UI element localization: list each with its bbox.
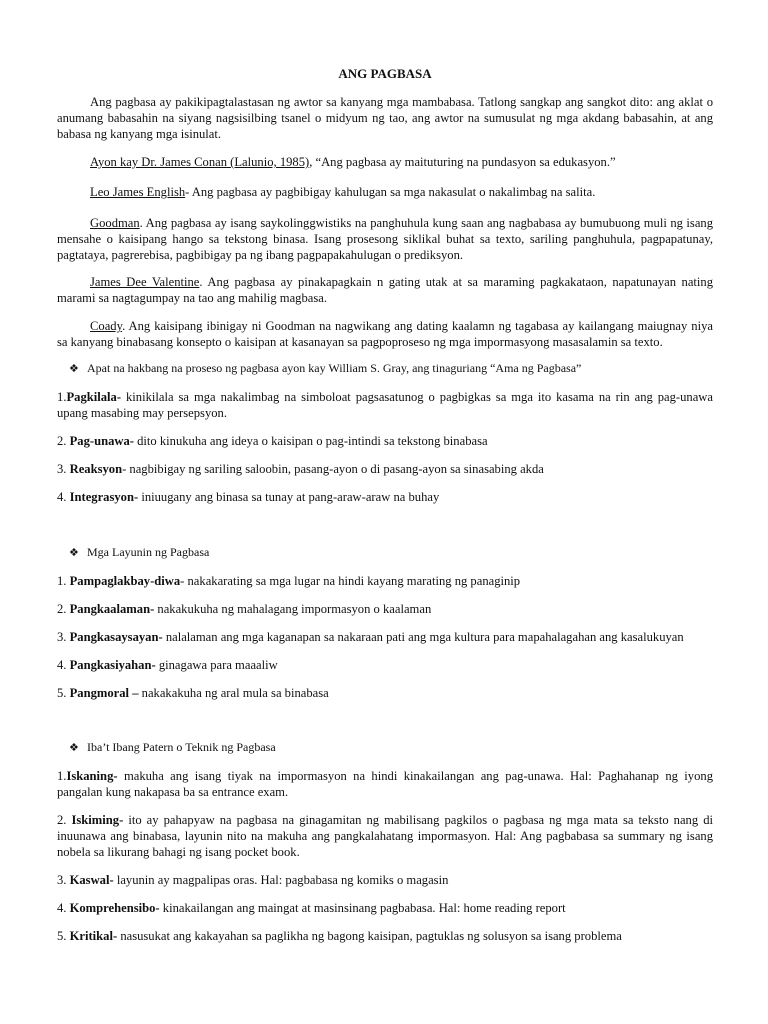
list-item: 4. Integrasyon- iniuugany ang binasa sa tunay at pang-araw-araw na buhay	[57, 490, 440, 504]
section-heading-layunin: ❖ Mga Layunin ng Pagbasa	[69, 545, 210, 559]
definition-conan	[57, 154, 713, 170]
list-item: 4. Pangkasiyahan- ginagawa para maaaliw	[57, 658, 278, 672]
list-item: 5. Pangmoral – nakakakuha ng aral mula sa binabasa	[57, 686, 329, 700]
list-item: 4. Komprehensibo- kinakailangan ang maingat at masinsinang pagbabasa. Hal: home reading report	[57, 901, 566, 915]
list-item: 3. Pangkasaysayan- nalalaman ang mga kaganapan sa nakaraan pati ang mga kultura para mapahalagahan ang kasalukuyan	[57, 630, 684, 644]
list-item: 2. Pag-unawa- dito kinukuha ang ideya o kaisipan o pag-intindi sa tekstong binabasa	[57, 434, 488, 448]
list-item: 1.Pagkilala- kinikilala sa mga nakalimbag na simboloat pagsasatunog o pagbigkas sa mga ito kasama na rin ang pag-unawa upang masabing may persepsyon.	[57, 390, 713, 420]
section-heading-patern: ❖ Iba’t Ibang Patern o Teknik ng Pagbasa	[69, 740, 276, 754]
definition-source: Leo James English	[90, 185, 186, 199]
definition-coady	[57, 318, 713, 350]
definition-source: Goodman	[90, 216, 140, 230]
definition-valentine	[57, 274, 713, 306]
definition-text: - Ang pagbasa ay pagbibigay kahulugan sa mga nakasulat o nakalimbag na salita.	[185, 185, 596, 199]
definition-source: Coady	[90, 319, 123, 333]
definition-source: James Dee Valentine	[90, 275, 200, 289]
definition-goodman	[57, 215, 713, 263]
definition-source: Ayon kay Dr. James Conan (Lalunio, 1985)	[90, 155, 310, 169]
diamond-bullet-icon: ❖	[69, 741, 79, 754]
list-item: 2. Iskiming- ito ay pahapyaw na pagbasa na ginagamitan ng mabilisang pagkilos o pagbasa ng mga mata sa teksto nang di inuunawa ang binabasa, layunin nito na makuha ang pangkalahatang impormasyon. Hal: Ang pagbabasa sa summary ng isang nobela sa likurang bahagi ng isang pocket book.	[57, 813, 713, 859]
definition-english	[57, 184, 713, 200]
section-heading-proseso: ❖ Apat na hakbang na proseso ng pagbasa ayon kay William S. Gray, ang tinaguriang “Ama ng Pagbasa”	[69, 361, 582, 375]
definition-text: . Ang kaisipang ibinigay ni Goodman na nagwikang ang dating kaalamn ng tagabasa ay kailangang maiugnay niya sa kanyang binabasang konsepto o kaisipan at kasanayan sa pagpoproseso ng mga impormasyong masasalamin sa texto.	[57, 319, 713, 349]
definition-text: . Ang pagbasa ay pinakapagkain n gating utak at sa maraming pagkakataon, napatunayan nating marami sa nagtagumpay na tao ang mahilig magbasa.	[57, 275, 714, 305]
list-item: 2. Pangkaalaman- nakakukuha ng mahalagang impormasyon o kaalaman	[57, 602, 432, 616]
list-item: 3. Reaksyon- nagbibigay ng sariling saloobin, pasang-ayon o di pasang-ayon sa sinasabing akda	[57, 462, 544, 476]
list-item: 5. Kritikal- nasusukat ang kakayahan sa paglikha ng bagong kaisipan, pagtuklas ng solusyon sa isang problema	[57, 929, 622, 943]
definition-text: . Ang pagbasa ay isang saykolinggwistiks na panghuhula kung saan ang nagbabasa ay bumubuong muli ng isang mensahe o kaisipang hango sa tekstong binasa. Isang prosesong siklikal buhat sa texto, sariling panghuhula, pagpapatunay, pagtataya, pagrerebisa, pagbibigay pa ng ibang pagpapakahulugan o prediksyon.	[57, 216, 713, 262]
document-title: ANG PAGBASA	[338, 66, 432, 81]
diamond-bullet-icon: ❖	[69, 546, 79, 559]
intro-paragraph: Ang pagbasa ay pakikipagtalastasan ng awtor sa kanyang mga mambabasa. Tatlong sangkap ang sangkot dito: ang aklat o anumang babasahin na siyang nagsisilbing tsanel o midyum ng tao, ang awtor na sumusulat ng mga akdang babasahin, at ang babasa ng kanyang mga isinulat.	[57, 95, 713, 141]
diamond-bullet-icon: ❖	[69, 362, 79, 375]
list-item: 1. Pampaglakbay-diwa- nakakarating sa mga lugar na hindi kayang marating ng panaginip	[57, 574, 521, 588]
list-item: 1.Iskaning- makuha ang isang tiyak na impormasyon na hindi kinakailangan ang pag-unawa. Hal: Paghahanap ng iyong pangalan kung nakapasa ba sa entrance exam.	[57, 769, 713, 799]
definition-text: , “Ang pagbasa ay maituturing na pundasyon sa edukasyon.”	[309, 155, 616, 169]
list-item: 3. Kaswal- layunin ay magpalipas oras. Hal: pagbabasa ng komiks o magasin	[57, 873, 449, 887]
